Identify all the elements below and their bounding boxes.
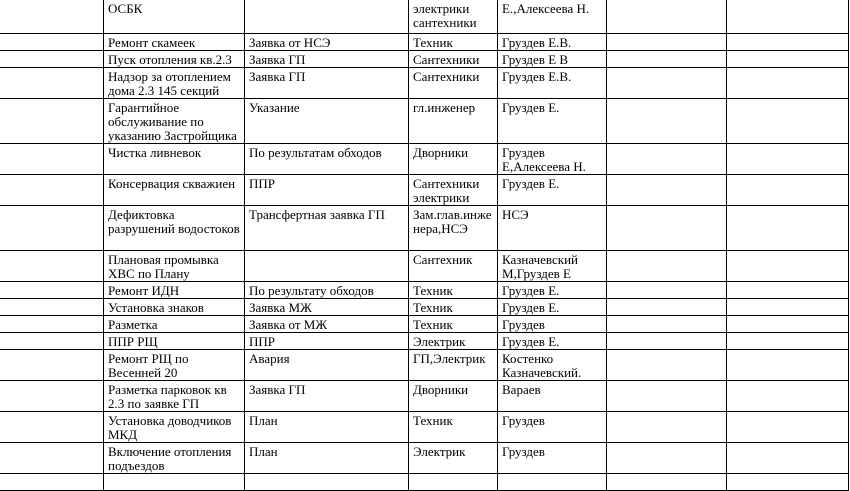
table-row [0,299,849,316]
basis-cell [245,175,409,206]
responsible-cell [498,299,607,316]
row-number-cell [0,443,104,474]
extra-cell-a [607,34,727,51]
executor-cell-text: Сантехники [413,69,480,84]
extra-cell-b [727,333,849,350]
responsible-cell [498,282,607,299]
executor-cell-text: Сантехники [413,52,480,67]
task-cell-text: Разметка [108,317,158,332]
task-cell [104,412,245,443]
task-cell-text: Дефиктовка разрушений водостоков [108,207,240,236]
row-number-cell [0,474,104,491]
responsible-cell-text: Груздев Е,Алексеева Н. [502,145,586,174]
extra-cell-b [727,206,849,251]
basis-cell-text: План [249,413,278,428]
task-cell-text: Ремонт ИДН [108,283,180,298]
basis-cell-text: Заявка от НСЭ [249,35,331,50]
basis-cell [245,412,409,443]
extra-cell-b [727,251,849,282]
task-cell [104,350,245,381]
extra-cell-a [607,175,727,206]
responsible-cell [498,474,607,491]
basis-cell-text: Указание [249,100,300,115]
task-cell [104,175,245,206]
task-cell [104,299,245,316]
table-row [0,144,849,175]
task-cell-text: Разметка парковок кв 2.3 по заявке ГП [108,382,227,411]
basis-cell [245,299,409,316]
basis-cell [245,316,409,333]
executor-cell [409,299,498,316]
responsible-cell-text: Груздев [502,413,545,428]
task-cell-text: Консервация скважиен [108,176,236,191]
extra-cell-a [607,474,727,491]
responsible-cell-text: Вараев [502,382,541,397]
responsible-cell-text: Груздев Е. [502,283,560,298]
row-number-cell [0,34,104,51]
responsible-cell-text: Груздев Е В [502,52,569,67]
extra-cell-b [727,175,849,206]
responsible-cell-text: Груздев [502,444,545,459]
extra-cell-a [607,381,727,412]
responsible-cell [498,144,607,175]
extra-cell-a [607,206,727,251]
executor-cell [409,175,498,206]
basis-cell-text: Заявка ГП [249,382,306,397]
executor-cell-text: ГП,Электрик [413,351,486,366]
extra-cell-a [607,316,727,333]
table-row [0,474,849,491]
extra-cell-b [727,350,849,381]
extra-cell-b [727,316,849,333]
row-number-cell [0,299,104,316]
extra-cell-a [607,333,727,350]
responsible-cell-text: НСЭ [502,207,529,222]
row-number-cell [0,99,104,144]
basis-cell [245,0,409,34]
basis-cell-text: Трансфертная заявка ГП [249,207,385,222]
table-row [0,443,849,474]
responsible-cell [498,443,607,474]
extra-cell-b [727,144,849,175]
row-number-cell [0,251,104,282]
basis-cell [245,333,409,350]
table-row [0,0,849,34]
executor-cell-text: Техник [413,35,453,50]
executor-cell [409,412,498,443]
row-number-cell [0,0,104,34]
executor-cell [409,68,498,99]
executor-cell [409,316,498,333]
responsible-cell-text: Казначевский М,Груздев Е [502,252,578,281]
extra-cell-b [727,381,849,412]
task-cell-text: Пуск отопления кв.2.3 [108,52,232,67]
task-cell [104,68,245,99]
extra-cell-a [607,68,727,99]
extra-cell-b [727,474,849,491]
table-row [0,412,849,443]
basis-cell [245,144,409,175]
extra-cell-a [607,0,727,34]
extra-cell-a [607,299,727,316]
executor-cell [409,474,498,491]
basis-cell [245,206,409,251]
task-cell [104,381,245,412]
basis-cell-text: Заявка от МЖ [249,317,328,332]
basis-cell [245,51,409,68]
task-cell-text: Ремонт РЩ по Весенней 20 [108,351,189,380]
extra-cell-b [727,443,849,474]
extra-cell-a [607,350,727,381]
extra-cell-a [607,251,727,282]
executor-cell-text: гл.инженер [413,100,476,115]
responsible-cell [498,412,607,443]
task-cell [104,99,245,144]
basis-cell [245,68,409,99]
responsible-cell-text: Костенко Казначевский. [502,351,582,380]
task-cell-text: Ремонт скамеек [108,35,196,50]
responsible-cell-text: Е.,Алексеева Н. [502,1,590,16]
basis-cell-text: Авария [249,351,290,366]
responsible-cell [498,206,607,251]
task-cell-text: Установка доводчиков МКД [108,413,232,442]
task-cell [104,206,245,251]
extra-cell-b [727,282,849,299]
basis-cell-text: Заявка МЖ [249,300,312,315]
row-number-cell [0,282,104,299]
responsible-cell [498,251,607,282]
task-cell [104,316,245,333]
task-cell-text: Плановая промывка ХВС по Плану [108,252,219,281]
table-row [0,282,849,299]
executor-cell [409,51,498,68]
task-cell [104,0,245,34]
task-cell [104,282,245,299]
row-number-cell [0,144,104,175]
executor-cell-text: Сантехники электрики [413,176,480,205]
table-row [0,175,849,206]
executor-cell-text: Техник [413,300,453,315]
responsible-cell-text: Груздев [502,317,545,332]
executor-cell-text: Сантехник [413,252,473,267]
basis-cell [245,443,409,474]
executor-cell [409,144,498,175]
row-number-cell [0,68,104,99]
basis-cell-text: ППР [249,334,276,349]
executor-cell [409,251,498,282]
extra-cell-b [727,34,849,51]
table-row [0,333,849,350]
extra-cell-a [607,443,727,474]
basis-cell-text: Заявка ГП [249,52,306,67]
task-cell-text: ОСБК [108,1,143,16]
executor-cell [409,282,498,299]
task-cell-text: Гарантийное обслуживание по указанию Застройщика [108,100,237,143]
executor-cell [409,34,498,51]
task-cell-text: Чистка ливневок [108,145,202,160]
basis-cell [245,350,409,381]
table-row [0,206,849,251]
row-number-cell [0,412,104,443]
responsible-cell [498,316,607,333]
responsible-cell-text: Груздев Е. [502,176,560,191]
task-cell [104,443,245,474]
executor-cell [409,0,498,34]
basis-cell [245,474,409,491]
basis-cell-text: По результату обходов [249,283,374,298]
table-row [0,316,849,333]
responsible-cell [498,0,607,34]
executor-cell [409,350,498,381]
extra-cell-b [727,99,849,144]
responsible-cell [498,68,607,99]
task-cell-text: Установка знаков [108,300,204,315]
extra-cell-b [727,68,849,99]
responsible-cell [498,381,607,412]
extra-cell-b [727,51,849,68]
executor-cell-text: Электрик [413,444,466,459]
row-number-cell [0,333,104,350]
extra-cell-b [727,412,849,443]
extra-cell-a [607,144,727,175]
executor-cell [409,381,498,412]
basis-cell [245,99,409,144]
task-cell [104,51,245,68]
row-number-cell [0,206,104,251]
task-cell-text: Включение отопления подъездов [108,444,232,473]
responsible-cell-text: Груздев Е. [502,300,560,315]
executor-cell-text: Дворники [413,382,469,397]
table-row [0,68,849,99]
table-row [0,251,849,282]
basis-cell [245,282,409,299]
row-number-cell [0,316,104,333]
executor-cell-text: Дворники [413,145,469,160]
task-cell [104,144,245,175]
task-cell-text: ППР РЩ [108,334,158,349]
responsible-cell-text: Груздев Е. [502,334,560,349]
executor-cell [409,443,498,474]
responsible-cell-text: Груздев Е. [502,100,560,115]
responsible-cell [498,51,607,68]
responsible-cell [498,350,607,381]
executor-cell-text: Техник [413,413,453,428]
responsible-cell-text: Груздев Е.В. [502,35,572,50]
basis-cell-text: ППР [249,176,276,191]
executor-cell [409,333,498,350]
table-row [0,51,849,68]
executor-cell [409,99,498,144]
extra-cell-b [727,0,849,34]
row-number-cell [0,51,104,68]
responsible-cell [498,175,607,206]
task-cell-text: Надзор за отоплением дома 2.3 145 секций [108,69,231,98]
row-number-cell [0,381,104,412]
extra-cell-b [727,299,849,316]
row-number-cell [0,350,104,381]
basis-cell [245,34,409,51]
task-cell [104,34,245,51]
basis-cell-text: План [249,444,278,459]
extra-cell-a [607,282,727,299]
executor-cell-text: Техник [413,317,453,332]
basis-cell [245,381,409,412]
basis-cell [245,251,409,282]
basis-cell-text: По результатам обходов [249,145,382,160]
responsible-cell [498,34,607,51]
responsible-cell [498,99,607,144]
table-row [0,34,849,51]
task-cell [104,251,245,282]
extra-cell-a [607,99,727,144]
executor-cell-text: Техник [413,283,453,298]
responsible-cell [498,333,607,350]
extra-cell-a [607,51,727,68]
responsible-cell-text: Груздев Е.В. [502,69,572,84]
task-cell [104,333,245,350]
table-row [0,381,849,412]
table-row [0,99,849,144]
executor-cell-text: Зам.глав.инже нера,НСЭ [413,207,492,236]
executor-cell-text: электрики сантехники [413,1,477,30]
executor-cell-text: Электрик [413,334,466,349]
extra-cell-a [607,412,727,443]
basis-cell-text: Заявка ГП [249,69,306,84]
row-number-cell [0,175,104,206]
task-cell [104,474,245,491]
table-row [0,350,849,381]
executor-cell [409,206,498,251]
